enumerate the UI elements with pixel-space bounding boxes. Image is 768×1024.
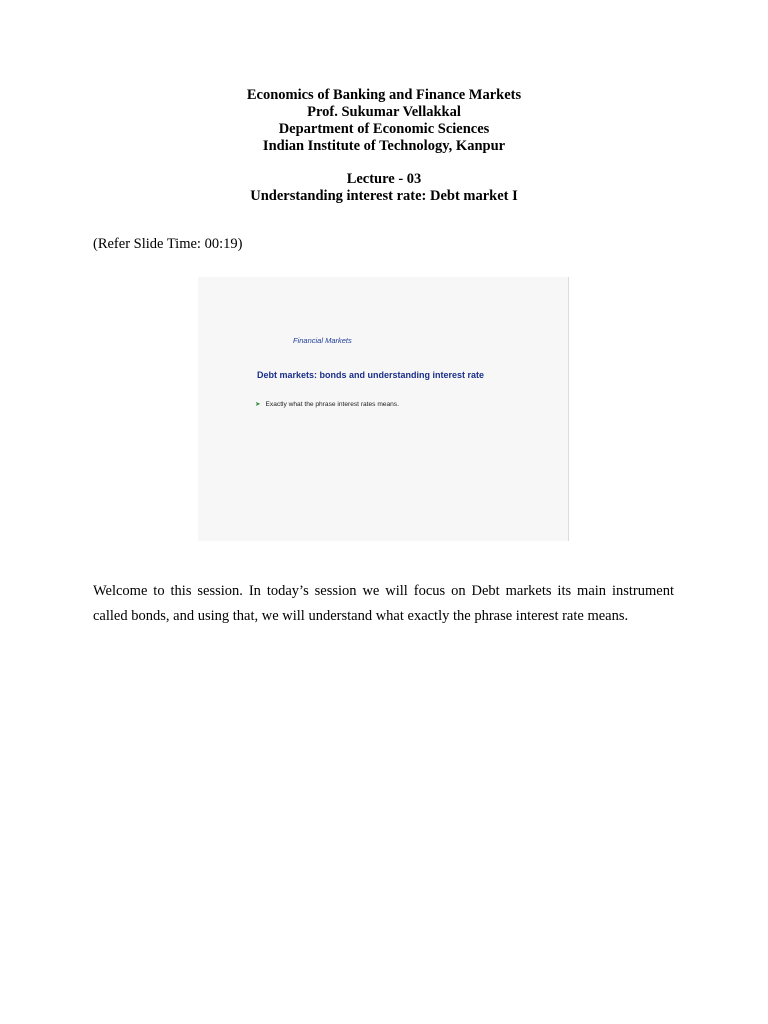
lecture-heading: [0, 171, 768, 205]
department-name: Department of Economic Sciences: [278, 121, 490, 137]
arrow-bullet-icon: ➤: [255, 401, 261, 408]
slide-bullet-text: Exactly what the phrase interest rates means.: [265, 401, 399, 408]
lecture-title: Understanding interest rate: Debt market I: [250, 188, 518, 204]
slide-image: [198, 277, 569, 541]
lecture-number: Lecture - 03: [346, 171, 422, 187]
slide-section-label: Financial Markets: [293, 336, 352, 345]
slide-bullet-item: [255, 400, 399, 408]
course-title: Economics of Banking and Finance Markets: [246, 87, 522, 103]
professor-name: Prof. Sukumar Vellakkal: [307, 104, 461, 120]
body-paragraph: Welcome to this session. In today’s session we will focus on Debt markets its main instrument called bonds, and using that, we will understand what exactly the phrase interest rate means.: [93, 582, 674, 624]
institute-name: Indian Institute of Technology, Kanpur: [262, 138, 506, 154]
slide-time-reference: (Refer Slide Time: 00:19): [93, 236, 243, 252]
document-header: [0, 87, 768, 155]
slide-title: Debt markets: bonds and understanding interest rate: [257, 370, 485, 380]
